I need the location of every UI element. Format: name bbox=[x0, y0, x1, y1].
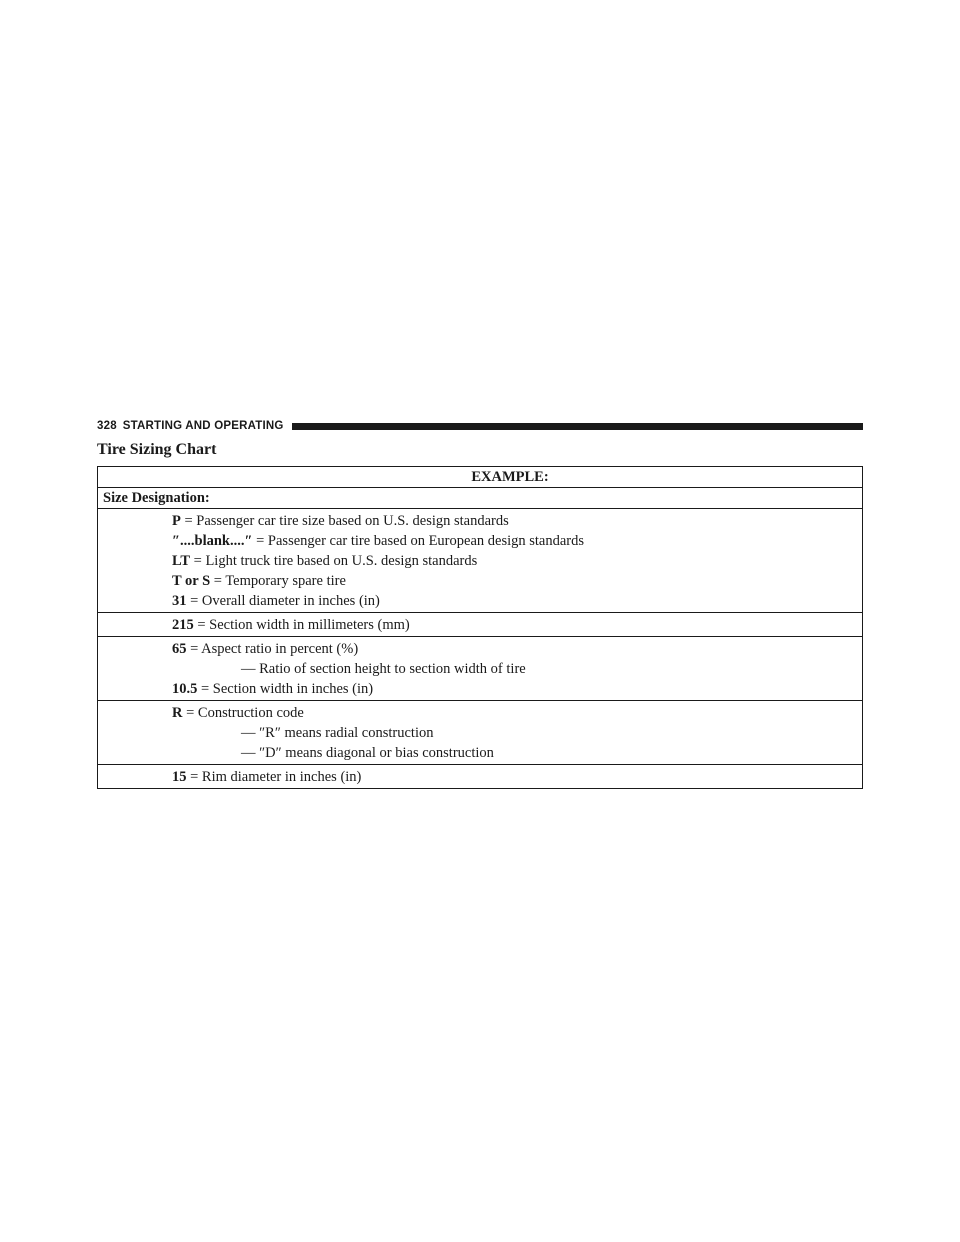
section-name: STARTING AND OPERATING bbox=[122, 420, 284, 432]
chart-title: Tire Sizing Chart bbox=[97, 441, 217, 458]
definition-line bbox=[98, 531, 862, 551]
code: LT bbox=[172, 553, 191, 569]
definition: = Section width in inches (in) bbox=[201, 681, 374, 697]
definition: = Construction code bbox=[186, 705, 304, 721]
definition-line bbox=[98, 767, 862, 787]
tire-sizing-table bbox=[97, 466, 863, 789]
size-designation-label: Size Designation: bbox=[98, 487, 862, 508]
table-row bbox=[98, 700, 862, 764]
code: 31 bbox=[172, 593, 187, 609]
sub-definition: — ″R″ means radial construction bbox=[241, 725, 434, 741]
definition: = Aspect ratio in percent (%) bbox=[190, 641, 359, 657]
definition-line bbox=[98, 639, 862, 659]
example-header: EXAMPLE: bbox=[471, 469, 549, 485]
definition-line bbox=[98, 551, 862, 571]
code: T or S bbox=[172, 573, 211, 589]
definition-line bbox=[98, 679, 862, 699]
definition: = Section width in millimeters (mm) bbox=[197, 617, 410, 633]
definition: = Passenger car tire size based on U.S. design standards bbox=[184, 513, 509, 529]
table-row bbox=[98, 764, 862, 788]
definition-line bbox=[98, 703, 862, 723]
code: ″....blank....″ bbox=[172, 533, 253, 549]
sub-definition: — ″D″ means diagonal or bias construction bbox=[241, 745, 494, 761]
definition: = Temporary spare tire bbox=[213, 573, 346, 589]
code: R bbox=[172, 705, 183, 721]
header-rule bbox=[292, 423, 863, 430]
definition-line bbox=[98, 511, 862, 531]
code: 65 bbox=[172, 641, 187, 657]
table-row bbox=[98, 636, 862, 700]
page-header bbox=[97, 418, 863, 434]
definition: = Light truck tire based on U.S. design standards bbox=[193, 553, 478, 569]
definition-line bbox=[98, 571, 862, 591]
page-number: 328 bbox=[97, 420, 117, 432]
code: 10.5 bbox=[172, 681, 198, 697]
table-row bbox=[98, 612, 862, 636]
code: 215 bbox=[172, 617, 194, 633]
sub-definition: — Ratio of section height to section width of tire bbox=[241, 661, 526, 677]
code: P bbox=[172, 513, 181, 529]
definition-line bbox=[98, 615, 862, 635]
definition: = Passenger car tire based on European design standards bbox=[256, 533, 585, 549]
definition: = Rim diameter in inches (in) bbox=[190, 769, 362, 785]
definition-line bbox=[98, 591, 862, 611]
definition: = Overall diameter in inches (in) bbox=[190, 593, 380, 609]
table-row bbox=[98, 508, 862, 612]
code: 15 bbox=[172, 769, 187, 785]
